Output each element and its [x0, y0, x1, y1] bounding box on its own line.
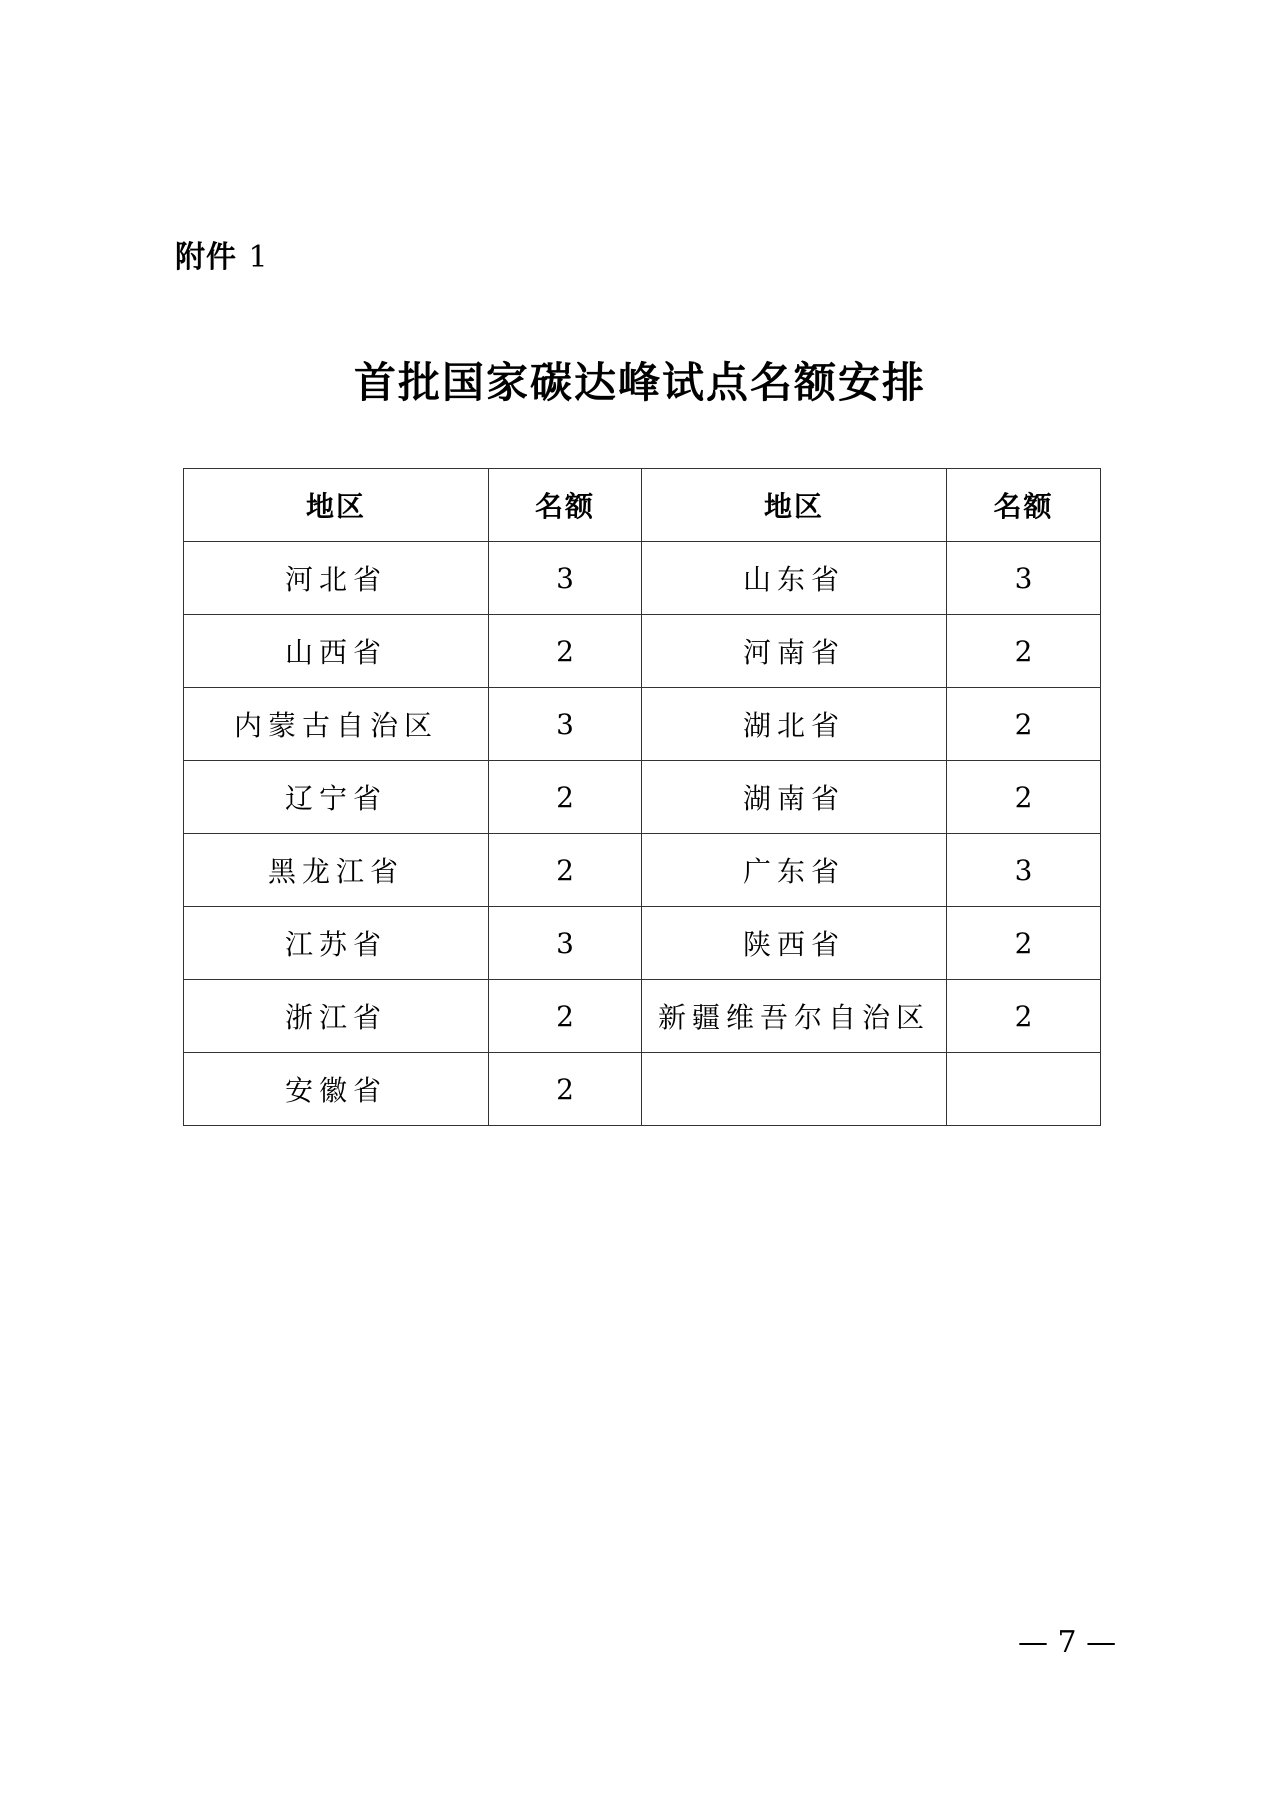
region-cell: 江苏省: [184, 907, 489, 980]
quota-cell: 3: [489, 907, 642, 980]
attachment-label-text: 附件: [175, 240, 237, 275]
region-cell: 新疆维吾尔自治区: [642, 980, 947, 1053]
region-cell: 黑龙江省: [184, 834, 489, 907]
region-cell: 浙江省: [184, 980, 489, 1053]
region-cell: 内蒙古自治区: [184, 688, 489, 761]
quota-table: [183, 468, 1101, 1126]
region-cell: 山西省: [184, 615, 489, 688]
table-row: [184, 542, 1101, 615]
table-row: [184, 834, 1101, 907]
quota-cell: 2: [947, 907, 1101, 980]
table-row: [184, 688, 1101, 761]
table-row: [184, 615, 1101, 688]
region-cell: 陕西省: [642, 907, 947, 980]
quota-cell: 2: [947, 761, 1101, 834]
header-quota-right: 名额: [947, 469, 1101, 542]
table-row: [184, 980, 1101, 1053]
quota-cell: 2: [489, 1053, 642, 1126]
quota-cell: 3: [489, 542, 642, 615]
page-number: — 7 —: [1018, 1625, 1117, 1660]
quota-cell: 2: [489, 980, 642, 1053]
quota-cell: 2: [489, 834, 642, 907]
region-cell: 河北省: [184, 542, 489, 615]
region-cell: 山东省: [642, 542, 947, 615]
attachment-label: [175, 232, 269, 276]
quota-cell: 2: [947, 688, 1101, 761]
quota-cell: 3: [489, 688, 642, 761]
region-cell: 广东省: [642, 834, 947, 907]
header-region-right: 地区: [642, 469, 947, 542]
region-cell: 河南省: [642, 615, 947, 688]
table-header-row: [184, 469, 1101, 542]
header-quota-left: 名额: [489, 469, 642, 542]
header-region-left: 地区: [184, 469, 489, 542]
table-row: [184, 761, 1101, 834]
region-cell: 辽宁省: [184, 761, 489, 834]
page-title: 首批国家碳达峰试点名额安排: [353, 358, 926, 407]
quota-cell: 3: [947, 834, 1101, 907]
quota-cell: 2: [947, 980, 1101, 1053]
region-cell: 湖北省: [642, 688, 947, 761]
quota-cell: 3: [947, 542, 1101, 615]
region-cell-empty: [642, 1053, 947, 1126]
quota-cell: 2: [489, 615, 642, 688]
region-cell: 湖南省: [642, 761, 947, 834]
attachment-number: 1: [248, 240, 269, 275]
region-cell: 安徽省: [184, 1053, 489, 1126]
table-row: [184, 1053, 1101, 1126]
quota-cell: 2: [489, 761, 642, 834]
quota-cell-empty: [947, 1053, 1101, 1126]
table-row: [184, 907, 1101, 980]
quota-cell: 2: [947, 615, 1101, 688]
